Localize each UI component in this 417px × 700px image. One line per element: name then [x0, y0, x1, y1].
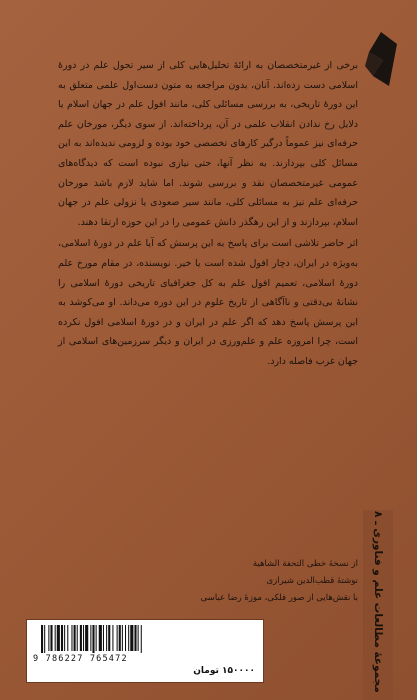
caption-line-1: از نسخهٔ خطی التحفة الشاهیة: [252, 559, 358, 569]
caption-line-2: نوشتهٔ قطب‌الدین شیرازی: [266, 576, 358, 586]
publisher-logo-icon: [359, 30, 399, 88]
paragraph-1: برخی از غیرمتخصصان به ارائهٔ تحلیل‌هایی کلی از سیر تحول علم در دورهٔ اسلامی دست زده‌اند. آنان، بدون مراجعه به متون دست‌اول علمی متعلق به این دورهٔ تاریخی، به بررسی مسائلی کلی، مانند افول علم در جهان اسلام یا دلایل رخ ندادن انقلاب علمی در آن، پرداخته‌اند. از سوی دیگر، مورخان علم حرفه‌ای نیز عموماً درگیر کارهای تخصصی خود بوده و لزومی ندیده‌اند به این مسائل کلی بپردازند. به نظر آنها، حتی نیازی نبوده است که دیدگاه‌های عمومی غیرمتخصصان نقد و بررسی شوند. اما شاید لازم باشد مورخان حرفه‌ای علم نیز به مسائلی کلی، مانند سیر صعودی یا نزولی علم در جهان اسلام، بپردازند و از این رهگذر دانش عمومی را در این حوزه ارتقا دهند.: [58, 60, 358, 228]
isbn-number: 9 786227 765472: [33, 654, 128, 664]
cover-image-caption: [90, 556, 358, 607]
barcode-icon: [39, 625, 251, 653]
series-title: مجموعهٔ مطالعات علم و فناوری ـ ۸: [372, 511, 384, 693]
paragraph-2: اثر حاضر تلاشی است برای پاسخ به این پرسش که آیا علم در دورهٔ اسلامی، به‌ویژه در ایران، دچار افول شده است یا خیر. نویسنده، در مقام مورخ علم دورهٔ اسلامی، تعمیم افول علم به کل جغرافیای تاریخی دورهٔ اسلامی را نشانهٔ بی‌دقتی و ناآگاهی از تاریخ علوم در این دوره می‌داند. او می‌کوشد به این پرسش پاسخ دهد که اگر علم در ایران و در دورهٔ اسلامی افول نکرده است، چرا امروزه علم و علم‌ورزی در ایران و دیگر سرزمین‌های اسلامی از جهان غرب فاصله دارد.: [58, 238, 358, 367]
caption-line-3: با نقش‌هایی از صور فلکی، موزهٔ رضا عباسی: [200, 593, 358, 603]
price-label: ۱۵۰۰۰۰ تومان: [193, 666, 255, 676]
back-cover-text: [58, 56, 358, 372]
barcode-label: [26, 619, 264, 683]
